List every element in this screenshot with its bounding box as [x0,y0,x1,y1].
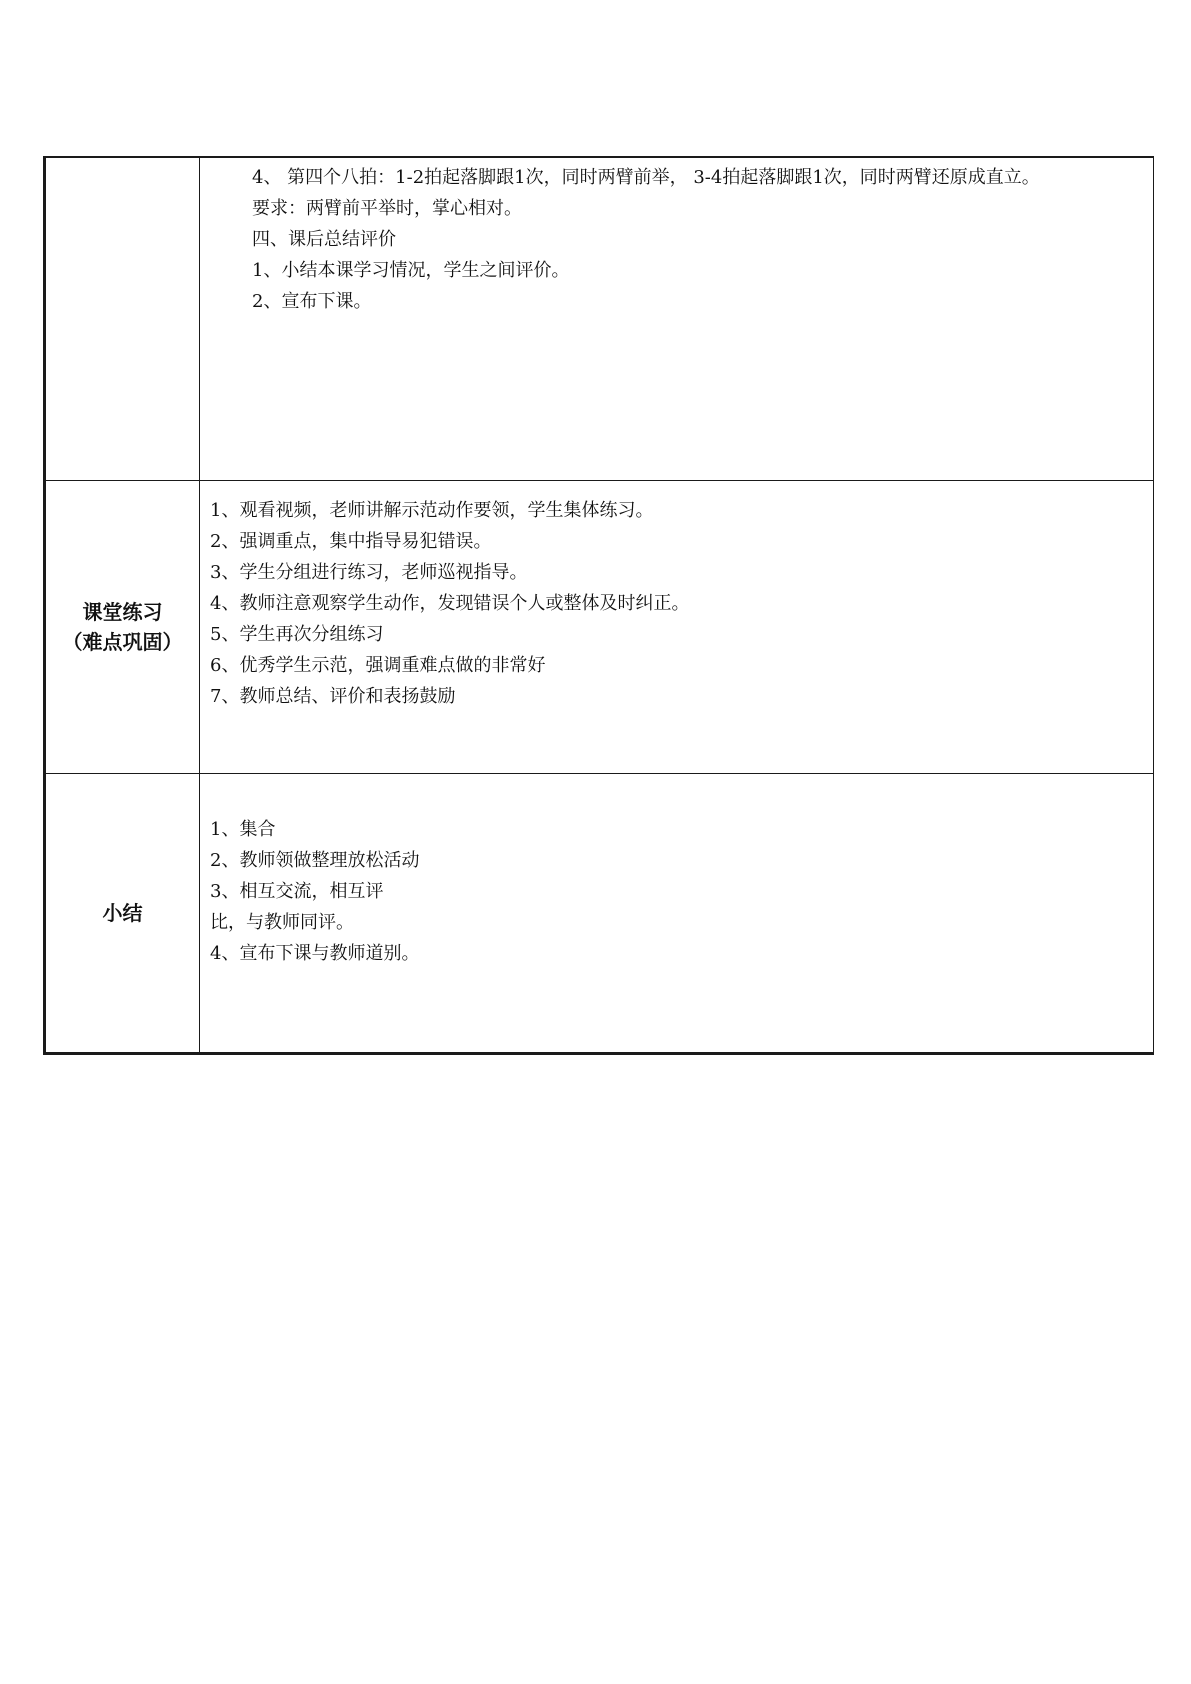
content-line: 4、 第四个八拍：1-2拍起落脚跟1次，同时两臂前举， 3-4拍起落脚跟1次，同时两臂还原成直立。 [252,167,1040,188]
content-line: 2、教师领做整理放松活动 [210,850,420,871]
row-label-text: 小结 [102,901,143,925]
content-line: 4、宣布下课与教师道别。 [210,943,420,964]
row-label-subtext: （难点巩固） [62,630,183,654]
lesson-plan-table [43,156,1154,1055]
content-line: 1、集合 [210,819,276,840]
content-line: 四、课后总结评价 [252,229,396,250]
content-line: 5、学生再次分组练习 [210,624,384,645]
content-line: 2、宣布下课。 [252,291,372,312]
table-row [45,157,1154,481]
content-line: 6、优秀学生示范，强调重难点做的非常好 [210,655,546,676]
content-line: 比，与教师同评。 [210,912,354,933]
content-line: 要求：两臂前平举时，掌心相对。 [252,198,522,219]
row-label-classroom-practice [45,481,200,774]
content-line: 4、教师注意观察学生动作，发现错误个人或整体及时纠正。 [210,593,690,614]
content-line: 2、强调重点，集中指导易犯错误。 [210,531,492,552]
row-label-summary [45,774,200,1054]
content-cell-summary [200,774,1154,1054]
table-row [45,481,1154,774]
content-line: 1、观看视频，老师讲解示范动作要领，学生集体练习。 [210,500,654,521]
content-line: 7、教师总结、评价和表扬鼓励 [210,686,456,707]
table-row [45,774,1154,1054]
row-label-text: 课堂练习 [82,600,163,624]
row-label-empty [45,157,200,481]
content-cell-closing-steps [200,157,1154,481]
content-line: 1、小结本课学习情况，学生之间评价。 [252,260,570,281]
content-cell-classroom-practice [200,481,1154,774]
content-line: 3、学生分组进行练习，老师巡视指导。 [210,562,528,583]
content-line: 3、相互交流，相互评 [210,881,384,902]
